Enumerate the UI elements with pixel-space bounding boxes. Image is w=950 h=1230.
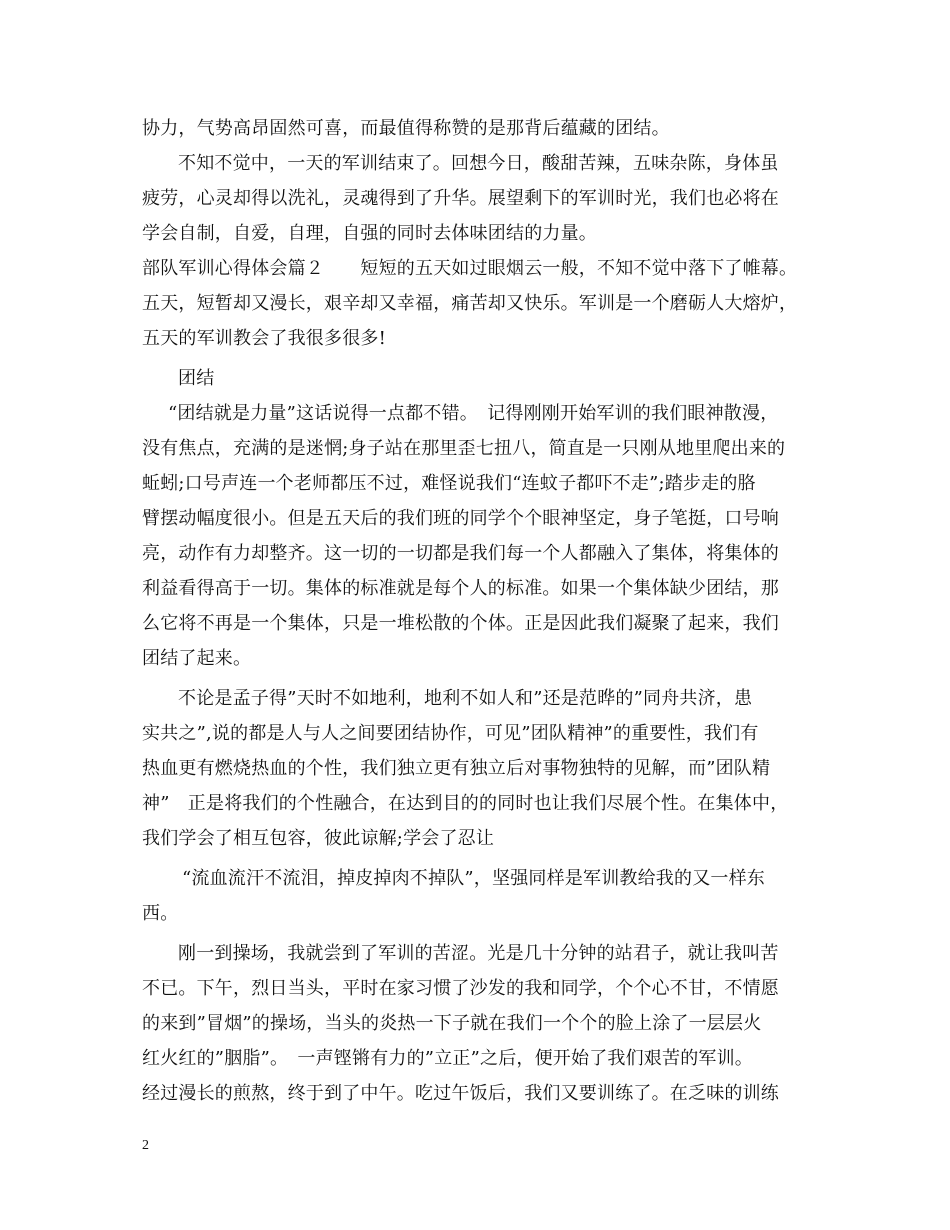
text-line: 刚一到操场，我就尝到了军训的苦涩。光是几十分钟的站君子，就让我叫苦 <box>178 943 779 964</box>
text-line: 协力，气势高昂固然可喜，而最值得称赞的是那背后蕴藏的团结。 <box>142 118 670 139</box>
text-line: 亮，动作有力却整齐。这一切的一切都是我们每一个人都融入了集体，将集体的 <box>142 543 779 564</box>
text-line: “流血流汗不流泪，掉皮掉肉不掉队”，坚强同样是军训教给我的又一样东 <box>182 868 766 889</box>
text-line: 利益看得高于一切。集体的标准就是每个人的标准。如果一个集体缺少团结，那 <box>142 578 779 599</box>
text-line: 热血更有燃烧热血的个性，我们独立更有独立后对事物独特的见解，而”团队精 <box>142 758 771 779</box>
text-line: 的来到”冒烟”的操场，当头的炎热一下子就在我们一个个的脸上涂了一层层火 <box>142 1013 762 1034</box>
section-heading-line: 部队军训心得体会篇２ 短短的五天如过眼烟云一般，不知不觉中落下了帷幕。 <box>142 258 798 279</box>
text-line: “团结就是力量”这话说得一点都不错。 记得刚刚开始军训的我们眼神散漫， <box>168 403 779 424</box>
text-line: 不知不觉中，一天的军训结束了。回想今日，酸甜苦辣，五味杂陈，身体虽 <box>178 153 779 174</box>
text-line: 红火红的”胭脂”。 一声铿锵有力的”立正”之后，便开始了我们艰苦的军训。 <box>142 1048 754 1069</box>
text-line: 实共之”,说的都是人与人之间要团结协作，可见”团队精神”的重要性，我们有 <box>142 723 759 744</box>
text-line: 我们学会了相互包容，彼此谅解;学会了忍让 <box>142 828 495 849</box>
text-line: 蚯蚓;口号声连一个老师都压不过，难怪说我们“连蚊子都吓不走”;踏步走的胳 <box>142 473 756 494</box>
text-line: 五天的军训教会了我很多很多! <box>142 328 387 349</box>
subheading: 团结 <box>178 368 215 389</box>
text-line: 不论是孟子得”天时不如地利，地利不如人和”还是范晔的”同舟共济，患 <box>178 688 753 709</box>
text-line: 没有焦点，充满的是迷惘;身子站在那里歪七扭八，简直是一只刚从地里爬出来的 <box>142 438 786 459</box>
text-line: 疲劳，心灵却得以洗礼，灵魂得到了升华。展望剩下的军训时光，我们也必将在 <box>142 188 779 209</box>
text-line: 西。 <box>142 903 179 924</box>
text-line: 学会自制，自爱，自理，自强的同时去体味团结的力量。 <box>142 223 597 244</box>
page-number: 2 <box>142 1138 149 1153</box>
text-line: 五天，短暂却又漫长，艰辛却又幸福，痛苦却又快乐。军训是一个磨砺人大熔炉， <box>142 293 798 314</box>
text-line: 团结了起来。 <box>142 648 252 669</box>
text-line: 经过漫长的煎熬，终于到了中午。吃过午饭后，我们又要训练了。在乏味的训练 <box>142 1083 779 1104</box>
text-line: 不已。下午，烈日当头，平时在家习惯了沙发的我和同学，个个心不甘，不情愿 <box>142 978 779 999</box>
text-line: 臂摆动幅度很小。但是五天后的我们班的同学个个眼神坚定，身子笔挺，口号响 <box>142 508 779 529</box>
text-line: 么它将不再是一个集体，只是一堆松散的个体。正是因此我们凝聚了起来，我们 <box>142 613 779 634</box>
text-line: 神” 正是将我们的个性融合，在达到目的的同时也让我们尽展个性。在集体中， <box>142 793 789 814</box>
